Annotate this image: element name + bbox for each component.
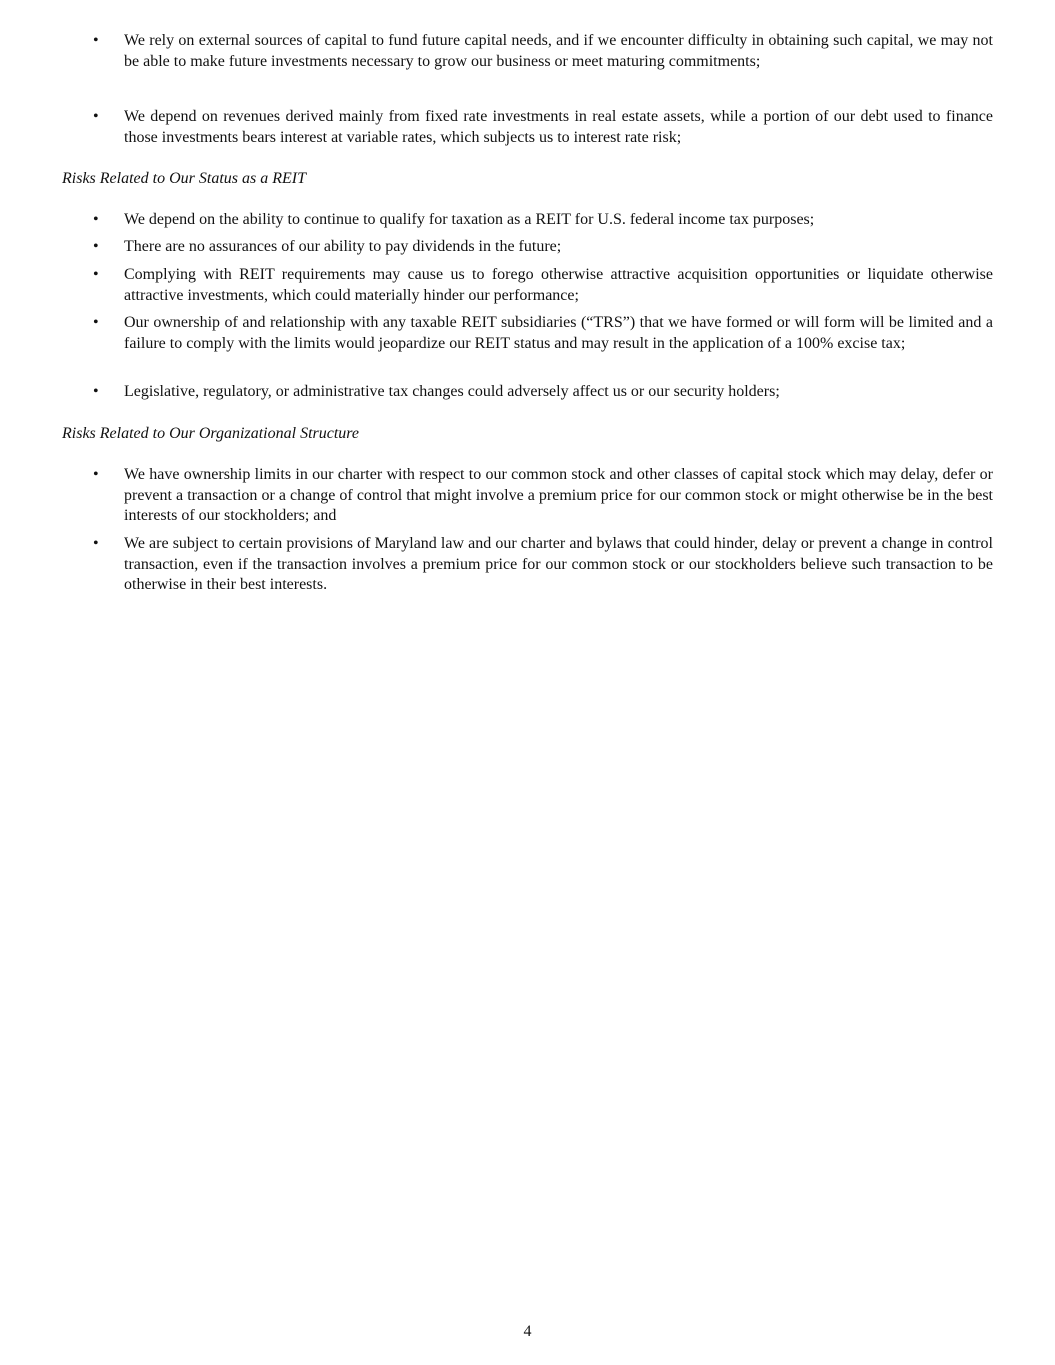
list-item-text: We have ownership limits in our charter with respect to our common stock and other classes of capital stock which may delay, defer or prevent a transaction or a change of control that might involve a premium price for our common stock or might otherwise be in the best interests of our stockholders; and xyxy=(124,466,993,524)
bullet: • xyxy=(93,535,99,552)
list-item xyxy=(93,210,993,231)
list-item xyxy=(93,31,993,72)
section-heading: Risks Related to Our Status as a REIT xyxy=(62,170,306,187)
bullet: • xyxy=(93,266,99,283)
bullet: • xyxy=(93,108,99,125)
list-item xyxy=(93,382,993,403)
list-item-text: Our ownership of and relationship with any taxable REIT subsidiaries (“TRS”) that we have formed or will form will be limited and a failure to comply with the limits would jeopardize our REIT status and may result in the application of a 100% excise tax; xyxy=(124,314,993,352)
list-item-text: We are subject to certain provisions of Maryland law and our charter and bylaws that could hinder, delay or prevent a change in control transaction, even if the transaction involves a premium price for our common stock or our stockholders believe such transaction to be otherwise in their best interests. xyxy=(124,535,993,593)
bullet: • xyxy=(93,466,99,483)
list-item xyxy=(93,313,993,354)
list-item-text: We depend on revenues derived mainly from fixed rate investments in real estate assets, while a portion of our debt used to finance those investments bears interest at variable rates, which subjects us to interest rate risk; xyxy=(124,108,993,146)
list-item xyxy=(93,465,993,527)
list-item-text: We depend on the ability to continue to qualify for taxation as a REIT for U.S. federal income tax purposes; xyxy=(124,211,815,228)
bullet: • xyxy=(93,211,99,228)
list-item-text: There are no assurances of our ability to pay dividends in the future; xyxy=(124,238,562,255)
list-item xyxy=(93,534,993,596)
bullet: • xyxy=(93,238,99,255)
bullet: • xyxy=(93,383,99,400)
bullet: • xyxy=(93,314,99,331)
list-item-text: We rely on external sources of capital to fund future capital needs, and if we encounter difficulty in obtaining such capital, we may not be able to make future investments necessary to grow our business or meet maturing commitments; xyxy=(124,32,993,70)
list-item xyxy=(93,237,993,258)
list-item-text: Complying with REIT requirements may cause us to forego otherwise attractive acquisition opportunities or liquidate otherwise attractive investments, which could materially hinder our performance; xyxy=(124,266,993,304)
section-heading: Risks Related to Our Organizational Structure xyxy=(62,425,360,442)
list-item xyxy=(93,265,993,306)
bullet: • xyxy=(93,32,99,49)
page-number: 4 xyxy=(523,1323,532,1340)
list-item-text: Legislative, regulatory, or administrative tax changes could adversely affect us or our security holders; xyxy=(124,383,780,400)
list-item xyxy=(93,107,993,148)
